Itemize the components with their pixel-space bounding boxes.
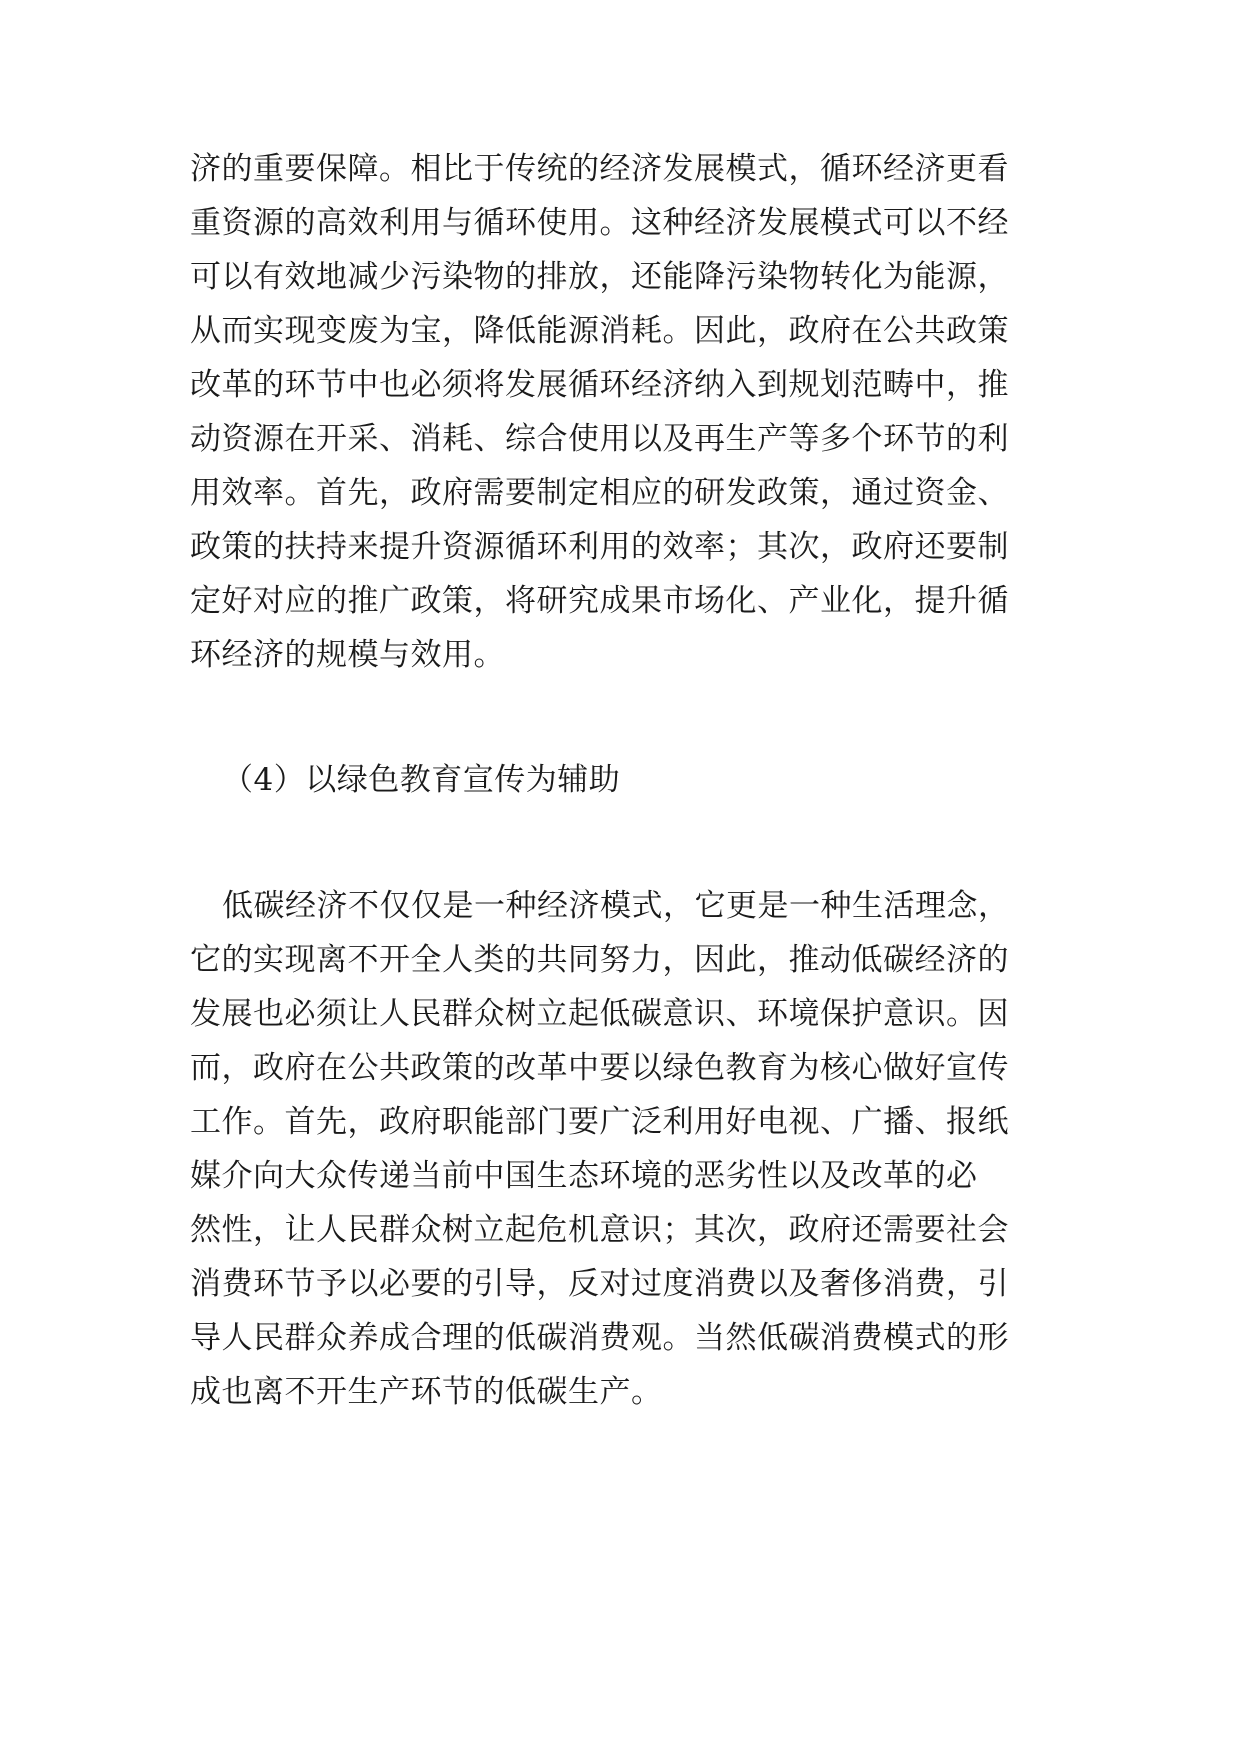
paragraph-1-line: 改革的环节中也必须将发展循环经济纳入到规划范畴中，推 bbox=[190, 367, 1009, 403]
paragraph-2-line: 工作。首先，政府职能部门要广泛利用好电视、广播、报纸 bbox=[190, 1104, 1009, 1140]
paragraph-2-line: 发展也必须让人民群众树立起低碳意识、环境保护意识。因 bbox=[190, 996, 1009, 1032]
paragraph-2-line: 而，政府在公共政策的改革中要以绿色教育为核心做好宣传 bbox=[190, 1050, 1009, 1086]
paragraph-1-line: 可以有效地减少污染物的排放，还能降污染物转化为能源， bbox=[190, 259, 1009, 295]
paragraph-2-line: 低碳经济不仅仅是一种经济模式，它更是一种生活理念， bbox=[222, 888, 1010, 924]
paragraph-1-line: 定好对应的推广政策，将研究成果市场化、产业化，提升循 bbox=[190, 583, 1009, 619]
paragraph-2-line: 它的实现离不开全人类的共同努力，因此，推动低碳经济的 bbox=[190, 942, 1009, 978]
paragraph-2-line: 消费环节予以必要的引导，反对过度消费以及奢侈消费，引 bbox=[190, 1266, 1009, 1302]
paragraph-1-line: 重资源的高效利用与循环使用。这种经济发展模式可以不经 bbox=[190, 205, 1009, 241]
paragraph-1-line: 环经济的规模与效用。 bbox=[190, 637, 505, 673]
paragraph-2-line: 导人民群众养成合理的低碳消费观。当然低碳消费模式的形 bbox=[190, 1320, 1009, 1356]
paragraph-1-line: 从而实现变废为宝，降低能源消耗。因此，政府在公共政策 bbox=[190, 313, 1009, 349]
paragraph-2-line: 媒介向大众传递当前中国生态环境的恶劣性以及改革的必 bbox=[190, 1158, 978, 1194]
paragraph-1-line: 用效率。首先，政府需要制定相应的研发政策，通过资金、 bbox=[190, 475, 1009, 511]
paragraph-2-line: 然性，让人民群众树立起危机意识；其次，政府还需要社会 bbox=[190, 1212, 1009, 1248]
paragraph-2-line: 成也离不开生产环节的低碳生产。 bbox=[190, 1374, 663, 1410]
paragraph-1-line: 济的重要保障。相比于传统的经济发展模式，循环经济更看 bbox=[190, 151, 1009, 187]
paragraph-1-line: 动资源在开采、消耗、综合使用以及再生产等多个环节的利 bbox=[190, 421, 1009, 457]
section-heading: （4）以绿色教育宣传为辅助 bbox=[222, 762, 621, 798]
paragraph-1-line: 政策的扶持来提升资源循环利用的效率；其次，政府还要制 bbox=[190, 529, 1009, 565]
